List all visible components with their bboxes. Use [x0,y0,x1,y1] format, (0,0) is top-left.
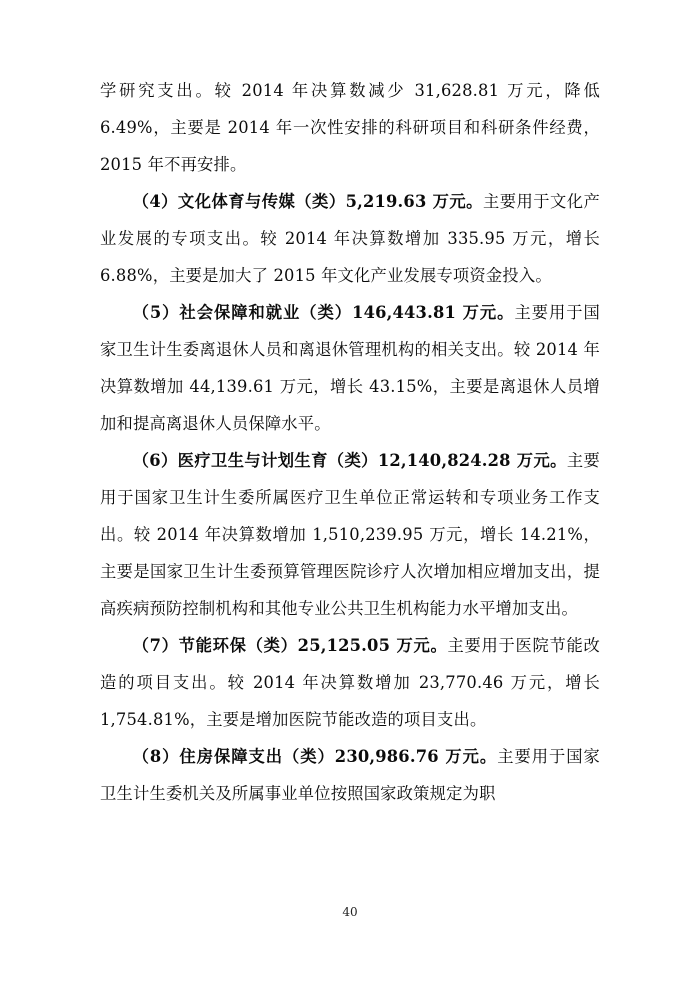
body-paragraph [100,627,600,738]
page-body [100,72,600,812]
body-paragraph [100,738,600,812]
body-paragraph [100,72,600,183]
paragraph-heading-run: （8）住房保障支出（类）230,986.76 万元。 [132,747,498,766]
paragraph-text-run: 主要用于国家卫生计生委所属医疗卫生单位正常运转和专项业务工作支出。较 2014 年决算数增加 1,510,239.95 万元，增长 14.21%，主要是国家卫生计生委预算管理医院诊疗人次增加相应增加支出，提高疾病预防控制机构和其他专业公共卫生机构能力水平增加支出。 [100,451,600,618]
body-paragraph [100,294,600,442]
body-paragraph [100,183,600,294]
paragraph-heading-run: （4）文化体育与传媒（类）5,219.63 万元。 [132,192,483,211]
paragraph-heading-run: （7）节能环保（类）25,125.05 万元。 [132,636,448,655]
paragraph-text-run: 主要用于国家卫生计生委离退休人员和离退休管理机构的相关支出。较 2014 年决算数增加 44,139.61 万元，增长 43.15%，主要是离退休人员增加和提高离退休人员保障水平。 [100,303,600,433]
paragraph-list [100,72,600,812]
paragraph-text-run: 主要用于国家卫生计生委机关及所属事业单位按照国家政策规定为职 [100,747,600,803]
paragraph-heading-run: （5）社会保障和就业（类）146,443.81 万元。 [132,303,515,322]
paragraph-heading-run: （6）医疗卫生与计划生育（类）12,140,824.28 万元。 [132,451,567,470]
paragraph-text-run: 主要用于文化产业发展的专项支出。较 2014 年决算数增加 335.95 万元，增长 6.88%，主要是加大了 2015 年文化产业发展专项资金投入。 [100,192,601,285]
page-number: 40 [342,905,358,919]
paragraph-text-run: 主要用于医院节能改造的项目支出。较 2014 年决算数增加 23,770.46 万元，增长 1,754.81%，主要是增加医院节能改造的项目支出。 [100,636,600,729]
paragraph-text-run: 学研究支出。较 2014 年决算数减少 31,628.81 万元，降低 6.49%，主要是 2014 年一次性安排的科研项目和科研条件经费，2015 年不再安排。 [100,81,600,174]
body-paragraph [100,442,600,627]
